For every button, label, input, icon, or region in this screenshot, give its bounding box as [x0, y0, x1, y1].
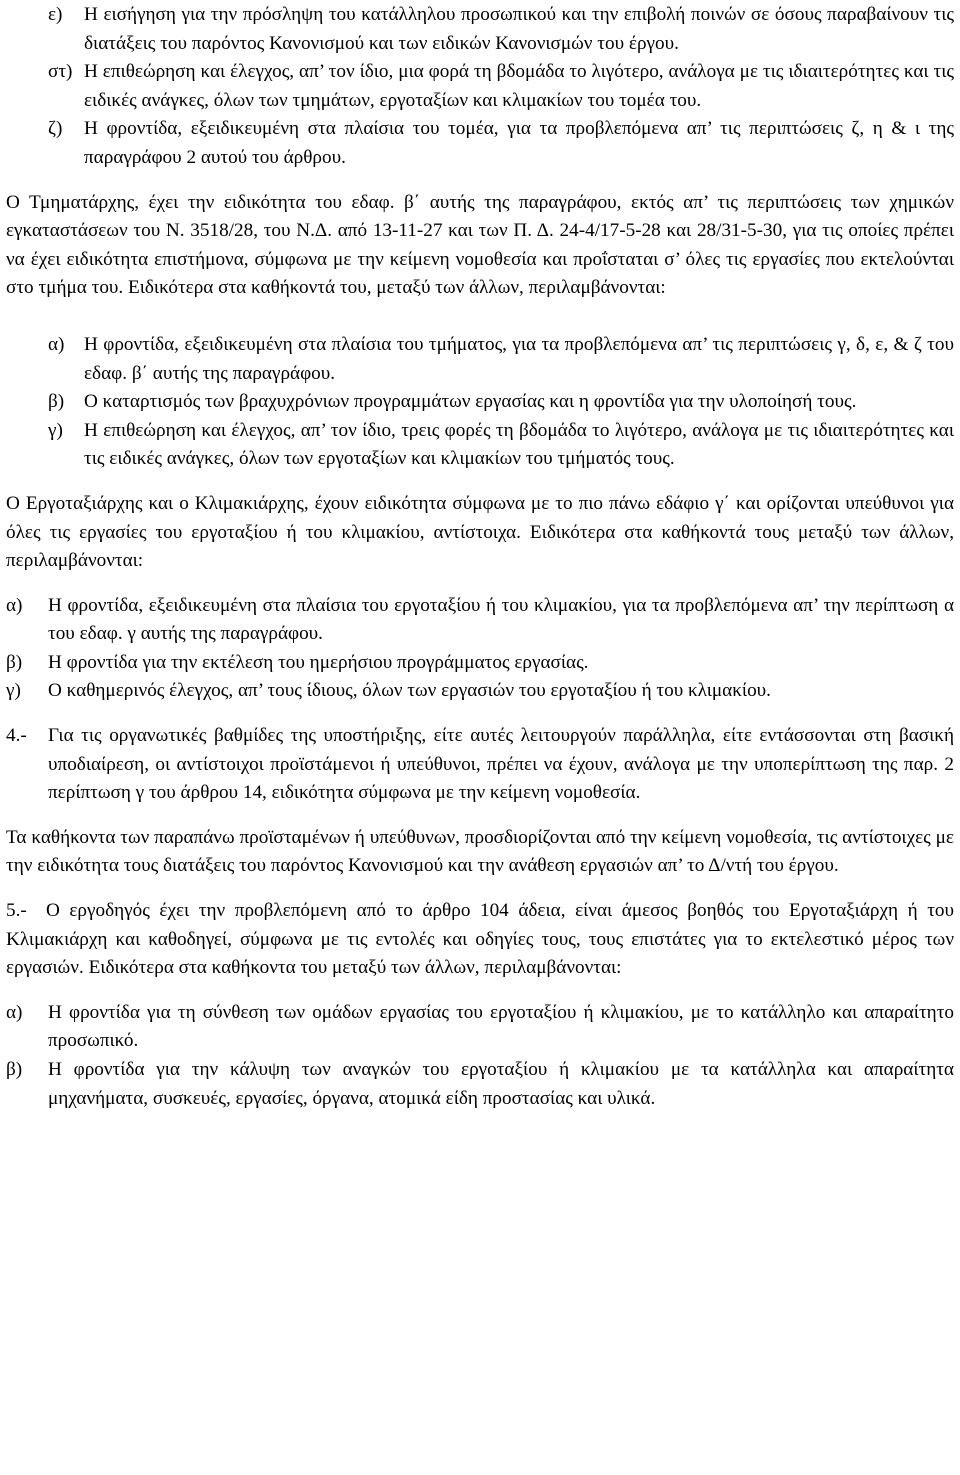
item-text: Ο καταρτισμός των βραχυχρόνιων προγραμμάτων εργασίας και η φροντίδα για την υλοποίησή τους. — [84, 391, 857, 413]
item-text: Η εισήγηση για την πρόσληψη του κατάλληλου προσωπικού και την επιβολή ποινών σε όσους παραβαίνουν τις διατάξεις του παρόντος Κανονισμού και των ειδικών Κανονισμών του έργου. — [84, 4, 954, 54]
section-body: Ο εργοδηγός έχει την προβλεπόμενη από το άρθρο 104 άδεια, είναι άμεσος βοηθός του Εργοταξιάρχη ή του Κλιμακιάρχη και καθοδηγεί, σύμφωνα με τις εντολές και οδηγίες τους, τους επιστάτες για το εκτελεστικό μέρος των εργασιών. Ειδικότερα στα καθήκοντα του μεταξύ των άλλων, περιλαμβάνονται: — [6, 900, 955, 979]
item-label: γ) — [48, 419, 63, 441]
item-text: Η φροντίδα για τη σύνθεση των ομάδων εργασίας του εργοταξίου ή κλιμακίου, με το κατάλληλο και απαραίτητο προσωπικό. — [48, 1001, 954, 1052]
item-text: Η φροντίδα, εξειδικευμένη στα πλαίσια του εργοταξίου ή του κλιμακίου, για τα προβλεπόμενα απ’ την περίπτωση α του εδαφ. γ αυτής της παραγράφου. — [48, 594, 954, 645]
item-text: Η φροντίδα, εξειδικευμένη στα πλαίσια του τμήματος, για τα προβλεπόμενα απ’ τις περιπτώσεις γ, δ, ε, & ζ του εδαφ. β΄ αυτής της παραγράφου. — [84, 333, 954, 384]
list-item-zeta — [6, 115, 954, 172]
list-item-b — [6, 1056, 954, 1113]
section-5 — [6, 897, 954, 983]
item-text: Η φροντίδα, εξειδικευμένη στα πλαίσια του τομέα, για τα προβλεπόμενα απ’ τις περιπτώσεις ζ, η & ι της παραγράφου 2 αυτού του άρθρου. — [84, 118, 954, 168]
paragraph-kathikonta: Τα καθήκοντα των παραπάνω προϊσταμένων ή υπεύθυνων, προσδιορίζονται από την κείμενη νομοθεσία, τις αντίστοιχες με την ειδικότητα τους διατάξεις του παρόντος Κανονισμού και την ανάθεση εργασιών απ’ το Δ/ντή του έργου. — [6, 826, 954, 877]
paragraph-tmimatarchis: Ο Τμηματάρχης, έχει την ειδικότητα του εδαφ. β΄ αυτής της παραγράφου, εκτός απ’ τις περιπτώσεις των χημικών εγκαταστάσεων του Ν. 3518/28, του Ν.Δ. από 13-11-27 και των Π. Δ. 24-4/17-5-28 και 28/31-5-30, για τις οποίες πρέπει να έχει ειδικότητα επιστήμονα, σύμφωνα με την κείμενη νομοθεσία και προΐσταται σ’ όλες τις εργασίες που εκτελούνται στο τμήμα του. Ειδικότερα στα καθήκοντά του, μεταξύ των άλλων, περιλαμβάνονται: — [6, 191, 954, 299]
list-item-c — [6, 417, 954, 474]
item-label: ζ) — [48, 118, 63, 140]
section-4 — [6, 722, 954, 808]
list-item-a — [6, 999, 954, 1056]
list-item-epsilon — [6, 1, 954, 58]
list-item-a — [6, 592, 954, 649]
item-label: στ) — [48, 61, 73, 83]
section-number: 4.- — [6, 725, 27, 747]
item-label: β) — [6, 651, 23, 673]
item-text: Ο καθημερινός έλεγχος, απ’ τους ίδιους, όλων των εργασιών του εργοταξίου ή του κλιμακίου. — [48, 680, 771, 702]
list-item-a — [6, 331, 954, 388]
item-label: α) — [6, 1001, 23, 1023]
item-label: α) — [6, 594, 23, 616]
list-item-b — [6, 649, 954, 678]
list-item-b — [6, 388, 954, 417]
item-text: Η επιθεώρηση και έλεγχος, απ’ τον ίδιο, τρεις φορές τη βδομάδα το λιγότερο, ανάλογα με τις ιδιαιτερότητες και τις ειδικές ανάγκες, όλων των εργοταξίων και κλιμακίων του τμήματός τους. — [84, 419, 954, 470]
list-item-st — [6, 58, 954, 115]
item-label: ε) — [48, 4, 63, 25]
section-number: 5.- — [6, 900, 27, 922]
item-text: Η φροντίδα για την εκτέλεση του ημερήσιου προγράμματος εργασίας. — [48, 651, 589, 673]
item-label: α) — [48, 333, 65, 355]
section-text — [6, 897, 954, 983]
section-text: Για τις οργανωτικές βαθμίδες της υποστήριξης, είτε αυτές λειτουργούν παράλληλα, είτε εντάσσονται στη βασική υποδιαίρεση, οι αντίστοιχοι προϊστάμενοι ή υπεύθυνοι, πρέπει να έχουν, ανάλογα με την υποπερίπτωση της παρ. 2 περίπτωση γ του άρθρου 14, ειδικότητα σύμφωνα με την κείμενη νομοθεσία. — [48, 725, 954, 804]
item-label: β) — [6, 1059, 23, 1080]
item-text: Η επιθεώρηση και έλεγχος, απ’ τον ίδιο, μια φορά τη βδομάδα το λιγότερο, ανάλογα με τις ιδιαιτερότητες και τις ειδικές ανάγκες, όλων των τμημάτων, εργοταξίων και κλιμακίων του τομέα του. — [84, 61, 954, 111]
item-label: γ) — [6, 680, 21, 702]
list-item-c — [6, 677, 954, 706]
item-label: β) — [48, 391, 65, 413]
paragraph-ergotaxiarchis: Ο Εργοταξιάρχης και ο Κλιμακιάρχης, έχουν ειδικότητα σύμφωνα με το πιο πάνω εδάφιο γ΄ και ορίζονται υπεύθυνοι για όλες τις εργασίες του εργοταξίου ή του κλιμακίου, αντίστοιχα. Ειδικότερα στα καθήκοντά τους μεταξύ των άλλων, περιλαμβάνονται: — [6, 492, 954, 572]
item-text: Η φροντίδα για την κάλυψη των αναγκών του εργοταξίου ή κλιμακίου με τα κατάλληλα και απαραίτητα μηχανήματα, συσκευές, εργασίες, όργανα, ατομικά είδη προστασίας και υλικά. — [48, 1059, 954, 1109]
